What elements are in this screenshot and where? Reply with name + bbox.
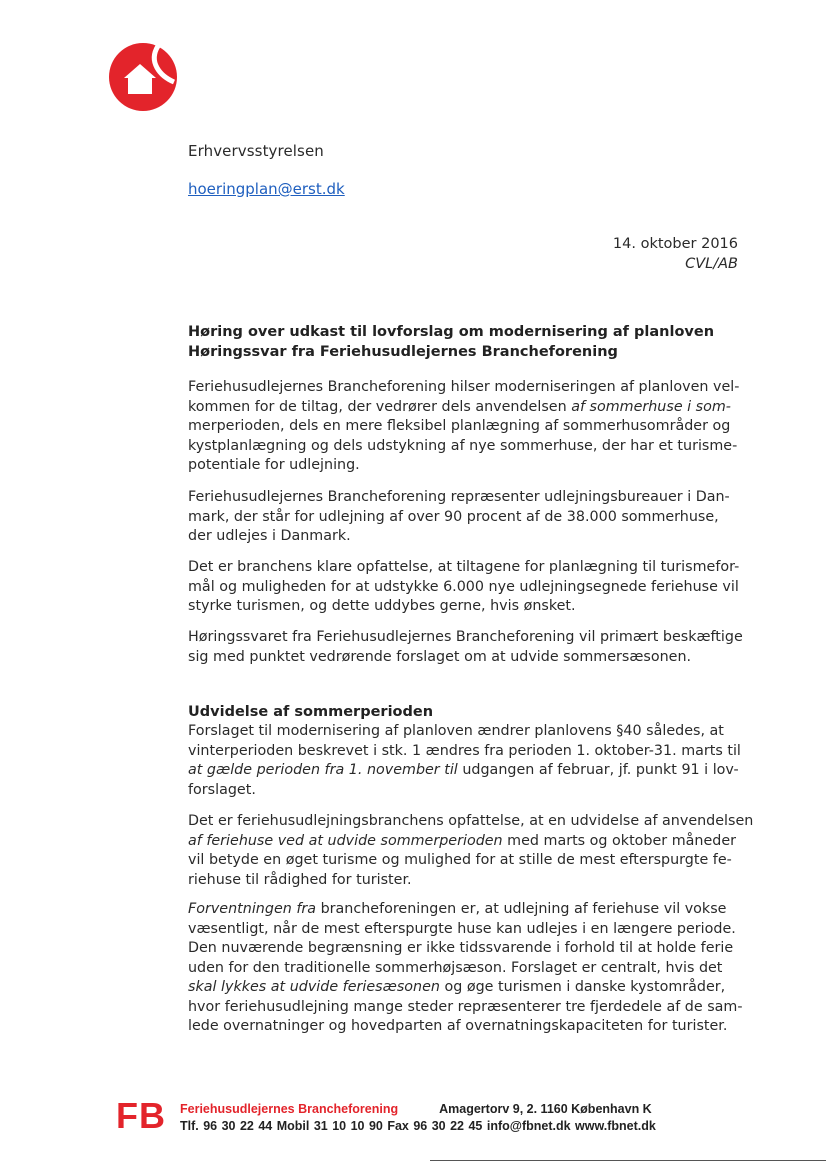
text-line: riehuse til rådighed for turister.	[188, 871, 412, 888]
footer-address: Amagertorv 9, 2. 1160 København K	[439, 1102, 652, 1116]
text-line: mål og muligheden for at udstykke 6.000 nye udlejningsegnede feriehuse vil	[188, 578, 739, 595]
paragraph-opinion	[188, 558, 748, 617]
paragraph-expectation	[188, 900, 748, 1037]
text-line: Det er branchens klare opfattelse, at tiltagene for planlægning til turismefor-	[188, 559, 740, 575]
text-line: uden for den traditionelle sommerhøjsæson. Forslaget er centralt, hvis det	[188, 959, 723, 976]
text-line: at gælde perioden fra 1. november til udgangen af februar, jf. punkt 91 i lov-	[188, 762, 739, 778]
text-line: Den nuværende begrænsning er ikke tidssvarende i forhold til at holde ferie	[188, 940, 734, 956]
text-line: skal lykkes at udvide feriesæsonen og øge turismen i danske kystområder,	[188, 979, 726, 995]
text-line: sig med punktet vedrørende forslaget om at udvide sommersæsonen.	[188, 648, 692, 665]
footer-contact: Tlf. 96 30 22 44 Mobil 31 10 10 90 Fax 96 30 22 45 info@fbnet.dk www.fbnet.dk	[180, 1119, 656, 1133]
recipient-name: Erhvervsstyrelsen	[188, 142, 324, 160]
text-line: Feriehusudlejernes Brancheforening repræsenter udlejningsbureauer i Dan-	[188, 489, 730, 505]
brancheforening-logo	[108, 42, 178, 112]
paragraph-scope	[188, 628, 748, 667]
footer-line-1	[180, 1102, 652, 1116]
text-line: væsentligt, når de mest efterspurgte huse kan udlejes i en længere periode.	[188, 920, 736, 937]
text-line: Feriehusudlejernes Brancheforening hilser moderniseringen af planloven vel-	[188, 379, 740, 395]
bottom-divider	[430, 1160, 826, 1161]
footer-fb-logo: FB	[116, 1095, 166, 1136]
text-line: Det er feriehusudlejningsbranchens opfattelse, at en udvidelse af anvendelsen	[188, 813, 754, 829]
text-line: Høringssvaret fra Feriehusudlejernes Brancheforening vil primært beskæftige	[188, 629, 743, 645]
headline-line-1: Høring over udkast til lovforslag om modernisering af planloven	[188, 324, 715, 340]
text-line: vinterperioden beskrevet i stk. 1 ændres fra perioden 1. oktober-31. marts til	[188, 742, 741, 759]
text-line: forslaget.	[188, 781, 256, 798]
text-line: mark, der står for udlejning af over 90 procent af de 38.000 sommerhuse,	[188, 508, 719, 525]
text-line: Forventningen fra brancheforeningen er, at udlejning af feriehuse vil vokse	[188, 901, 727, 917]
text-line: der udlejes i Danmark.	[188, 528, 351, 544]
section-heading: Udvidelse af sommerperioden	[188, 704, 434, 720]
paragraph-proposal	[188, 722, 748, 800]
letter-headline	[188, 322, 748, 362]
footer-organisation: Feriehusudlejernes Brancheforening	[180, 1102, 399, 1116]
text-line: kystplanlægning og dels udstykning af nye sommerhuse, der har et turisme-	[188, 437, 738, 454]
text-line: Forslaget til modernisering af planloven ændrer planlovens §40 således, at	[188, 723, 724, 739]
paragraph-intro	[188, 378, 748, 476]
text-line: merperioden, dels en mere fleksibel planlægning af sommerhusområder og	[188, 418, 731, 434]
text-line: potentiale for udlejning.	[188, 457, 360, 473]
letter-reference: CVL/AB	[685, 256, 738, 272]
recipient-email-link[interactable]: hoeringplan@erst.dk	[188, 180, 345, 198]
text-line: af feriehuse ved at udvide sommerperioden med marts og oktober måneder	[188, 832, 737, 849]
text-line: vil betyde en øget turisme og mulighed for at stille de mest efterspurgte fe-	[188, 852, 732, 868]
paragraph-industry-view	[188, 812, 754, 890]
text-line: styrke turismen, og dette uddybes gerne, hvis ønsket.	[188, 598, 576, 614]
paragraph-members	[188, 488, 748, 547]
letter-date: 14. oktober 2016	[612, 236, 738, 252]
text-line: kommen for de tiltag, der vedrører dels anvendelsen af sommerhuse i som-	[188, 398, 731, 415]
text-line: lede overnatninger og hovedparten af overnatningskapaciteten for turister.	[188, 1018, 728, 1034]
headline-line-2: Høringssvar fra Feriehusudlejernes Brancheforening	[188, 344, 618, 360]
text-line: hvor feriehusudlejning mange steder repræsenterer tre fjerdedele af de sam-	[188, 998, 743, 1015]
